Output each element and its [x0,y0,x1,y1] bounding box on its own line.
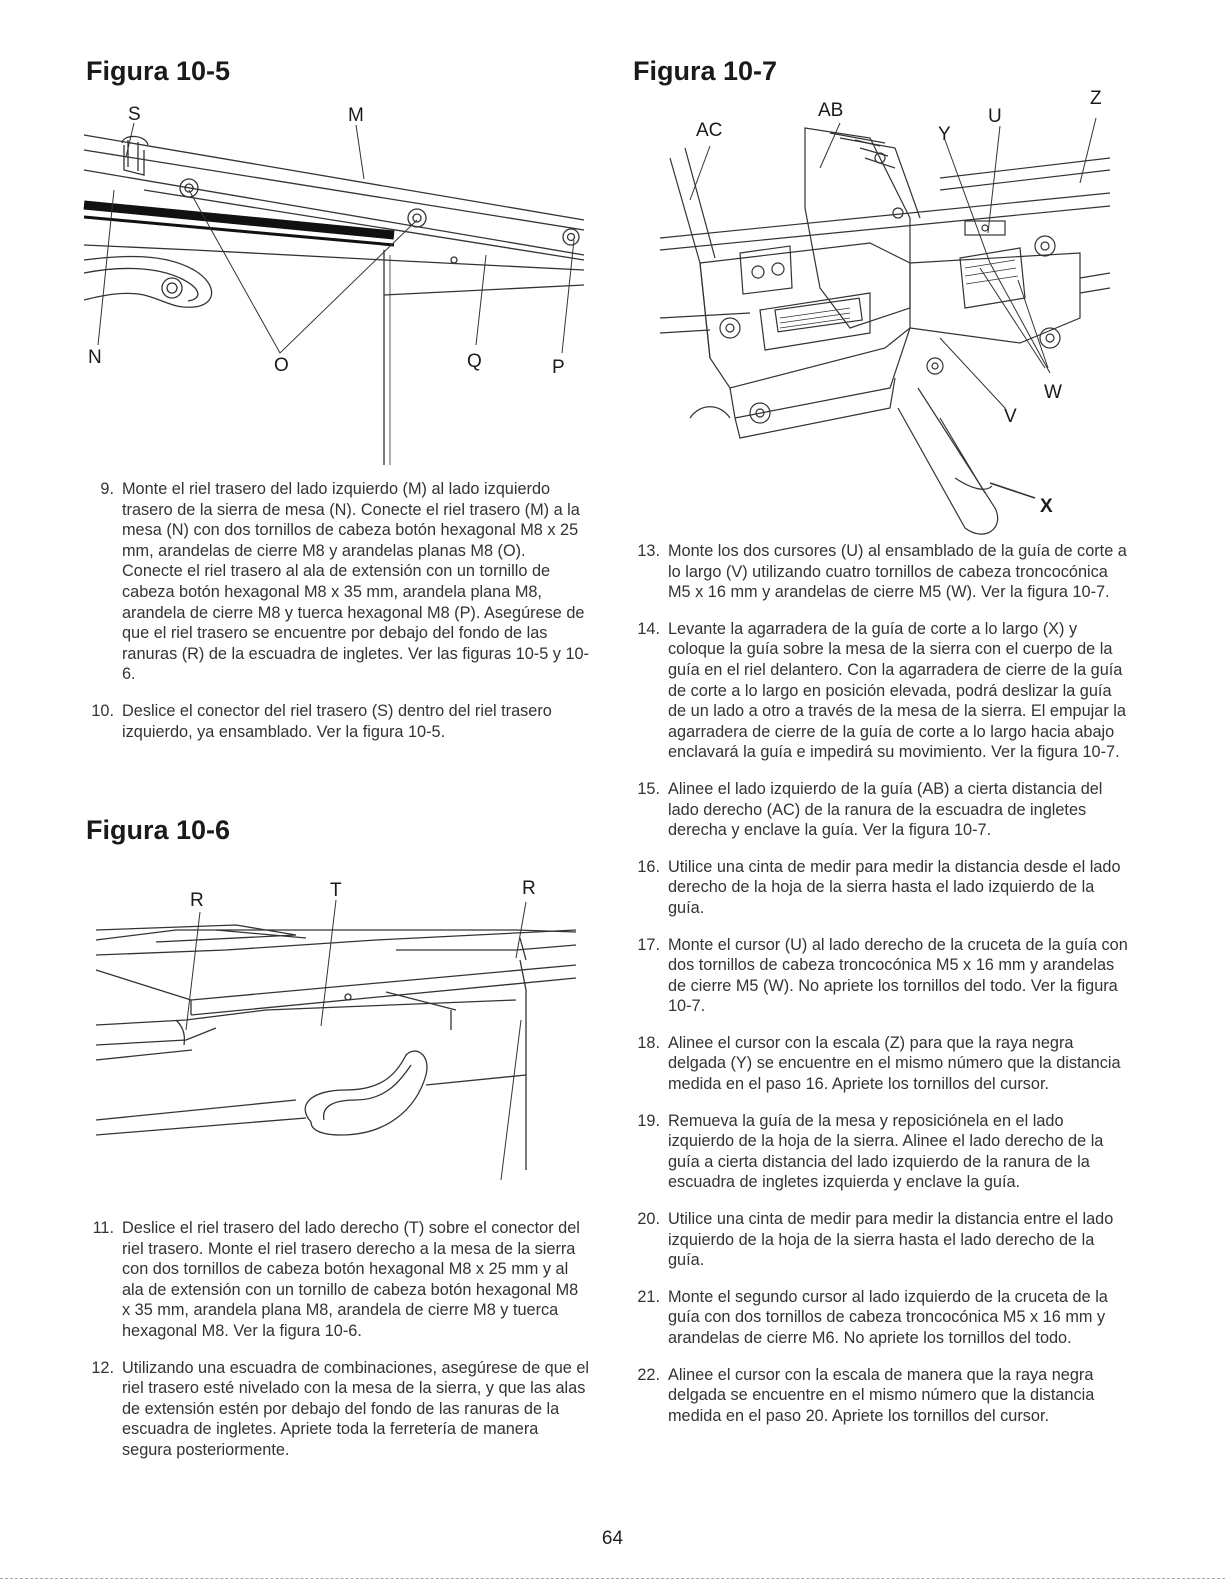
step-item [638,1287,1130,1349]
step-number: 13. [637,542,660,560]
step-text: Deslice el conector del riel trasero (S) dentro del riel trasero izquierdo, ya ensamblado. Ver la figura 10-5. [122,701,552,741]
step-number: 16. [637,857,660,876]
callout-V: V [1004,406,1017,427]
figure-10-7-title: Figura 10-7 [633,56,778,86]
step-item [638,541,1130,603]
step-number: 15. [637,779,660,798]
figure-10-5-title: Figura 10-5 [86,56,231,86]
step-number: 12. [91,1358,114,1377]
step-text: Utilizando una escuadra de combinaciones, asegúrese de que el riel trasero esté nivelado con la mesa de la sierra, y que las alas de extensión estén por debajo del fondo de las ranuras de la escuadra de ingletes. Apriete toda la ferretería de manera segura posteriormente. [122,1358,590,1459]
step-item [638,779,1130,841]
step-text: Levante la agarradera de la guía de corte a lo largo (X) y coloque la guía sobre la mesa de la sierra con el cuerpo de la guía en el riel delantero. Con la agarradera de cierre de la guía de corte a lo largo en posición elevada, podrá deslizar la guía de un lado a otro a través de la mesa de la sierra. El empujar la agarradera de cierre de la guía de corte a lo largo hacia abajo enclavará la guía e impedirá su movimiento. Ver la figura 10-7. [668,619,1126,762]
step-item [638,857,1130,919]
bottom-rule [0,1578,1225,1579]
step-text: Utilice una cinta de medir para medir la distancia desde el lado derecho de la hoja de la sierra hasta el lado izquierdo de la guía. [668,857,1121,917]
callout-AC: AC [696,120,723,141]
step-text: Monte el segundo cursor al lado izquierdo de la cruceta de la guía con dos tornillos de cabeza troncocónica M5 x 16 mm y arandelas de cierre M6. No apriete los tornillos del todo. [668,1287,1108,1347]
figure-10-6-title: Figura 10-6 [86,815,231,845]
step-number: 14. [637,619,660,638]
callout-AB: AB [818,100,844,121]
step-item [92,701,590,742]
step-number: 22. [637,1365,660,1384]
callout-R-left: R [190,890,204,911]
callout-Q: Q [467,351,482,372]
step-text: Alinee el cursor con la escala de manera que la raya negra delgada se encuentre en el mismo número que la distancia medida en el paso 20. Apriete los tornillos del cursor. [668,1365,1095,1425]
callout-Z: Z [1090,88,1102,109]
step-text: Deslice el riel trasero del lado derecho (T) sobre el conector del riel trasero. Monte el riel trasero derecho a la mesa de la sierra con dos tornillos de cabeza botón hexagonal M8 x 25 mm y al ala de extensión con un tornillo de cabeza botón hexagonal M8 x 35 mm, arandela plana M8, arandela de cierre M8 y tuerca hexagonal M8. Ver la figura 10-6. [122,1219,580,1340]
step-number: 20. [637,1210,660,1229]
step-number: 11. [92,1219,114,1237]
step-text: Monte los dos cursores (U) al ensamblado de la guía de corte a lo largo (V) utilizando cuatro tornillos de cabeza troncocónica M5 x 16 mm y arandelas de cierre M5 (W). Ver la figura 10-7. [668,542,1127,602]
step-number: 17. [637,935,660,954]
callout-P: P [552,357,565,378]
step-item [638,1033,1130,1095]
figure-10-6-illustration [96,870,591,1200]
callout-N: N [88,347,102,368]
callout-U: U [988,106,1002,127]
callout-M: M [348,105,364,126]
step-item [92,1358,590,1461]
step-text: Utilice una cinta de medir para medir la distancia entre el lado izquierdo de la hoja de la sierra hasta el lado derecho de la guía. [668,1210,1114,1270]
page-number: 64 [601,1528,624,1549]
step-item [92,1218,590,1342]
step-text: Monte el cursor (U) al lado derecho de la cruceta de la guía con dos tornillos de cabeza troncocónica M5 x 16 mm y arandelas de cierre M5 (W). No apriete los tornillos del todo. Ver la figura 10-7. [668,935,1128,1016]
step-item [638,619,1130,763]
steps-11-12 [92,1218,590,1477]
figure-10-5-illustration [84,95,594,465]
step-number: 21. [637,1287,660,1306]
callout-R-right: R [522,878,536,899]
step-item [638,1365,1130,1427]
step-item [638,1111,1130,1193]
callout-W: W [1044,382,1062,403]
callout-S: S [128,104,141,125]
callout-O: O [274,355,289,376]
steps-9-10 [92,479,590,758]
step-text: Alinee el cursor con la escala (Z) para que la raya negra delgada (Y) se encuentre en el mismo número que la distancia medida en el paso 16. Apriete los tornillos del cursor. [668,1033,1121,1094]
step-item [638,1209,1130,1271]
callout-Y: Y [938,124,951,145]
step-item [92,479,590,685]
step-number: 10. [91,701,114,720]
step-number: 18. [637,1033,660,1052]
figure-10-7-illustration [640,88,1120,538]
step-item [638,935,1130,1017]
step-text: Monte el riel trasero del lado izquierdo (M) al lado izquierdo trasero de la sierra de mesa (N). Conecte el riel trasero (M) a la mesa (N) con dos tornillos de cabeza botón hexagonal M8 x 25 mm, arandelas de cierre M8 y arandelas planas M8 (O). Conecte el riel trasero al ala de extensión con un tornillo de cabeza botón hexagonal M8 x 35 mm, arandela plana M8, arandela de cierre M8 y tuerca hexagonal M8 (P). Asegúrese de que el riel trasero se encuentre por debajo del fondo de las ranuras (R) de la escuadra de ingletes. Ver las figuras 10-5 y 10- 6. [122,480,589,684]
step-number: 9. [100,480,114,498]
step-number: 19. [637,1111,660,1130]
callout-X: X [1040,496,1053,517]
step-text: Remueva la guía de la mesa y reposiciónela en el lado izquierdo de la hoja de la sierra. Alinee el lado derecho de la guía a cierta distancia del lado izquierdo de la ranura de la escuadra de ingletes izquierda y enclave la guía. [668,1111,1104,1192]
callout-T: T [330,880,342,901]
step-text: Alinee el lado izquierdo de la guía (AB) a cierta distancia del lado derecho (AC) de la ranura de la escuadra de ingletes derecha y enclave la guía. Ver la figura 10-7. [668,779,1103,840]
steps-13-22 [638,541,1130,1442]
